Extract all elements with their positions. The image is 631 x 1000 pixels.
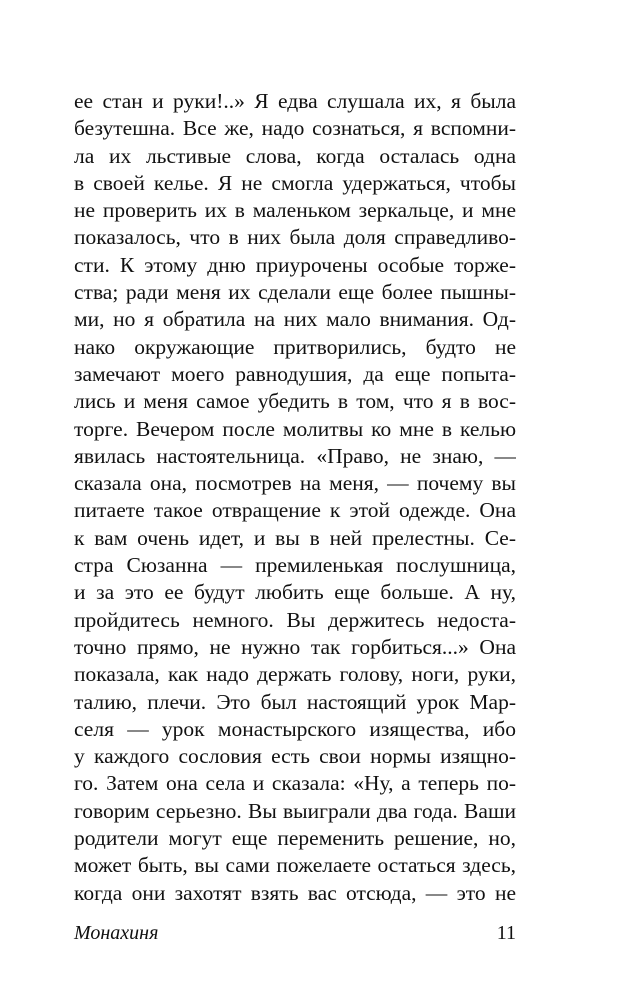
text-line: сти. К этому дню приурочены особые торже- [74,252,516,277]
text-line: может быть, вы сами пожелаете остаться здесь, [74,853,516,878]
text-line: сказала она, посмотрев на меня, — почему вы [74,471,516,496]
text-line: нако окружающие притворились, будто не [74,334,516,359]
text-line: родители могут еще переменить решение, но, [74,826,516,851]
text-line: го. Затем она села и сказала: «Ну, а теперь по- [74,771,516,796]
text-line: лись и меня самое убедить в том, что я в вос- [74,389,516,414]
text-line: в своей келье. Я не смогла удержаться, чтобы [74,170,516,195]
body-text [74,88,516,907]
page-footer [74,920,516,946]
text-line: говорим серьезно. Вы выиграли два года. Ваши [74,798,516,823]
text-line: ства; ради меня их сделали еще более пышны- [74,280,516,305]
text-line: питаете такое отвращение к этой одежде. Она [74,498,516,523]
text-line: ее стан и руки!..» Я едва слушала их, я была [74,89,516,113]
text-line: показалось, что в них была доля справедливо- [74,225,516,250]
page-number: 11 [496,922,516,944]
text-line: стра Сюзанна — премиленькая послушница, [74,553,516,578]
text-line: у каждого сословия есть свои нормы изящно- [74,744,516,769]
text-line: показала, как надо держать голову, ноги, руки, [74,662,516,687]
text-line: ми, но я обратила на них мало внимания. Од- [74,307,516,332]
text-line: точно прямо, не нужно так горбиться...» Она [74,634,516,659]
text-line: не проверить их в маленьком зеркальце, и мне [74,198,516,223]
running-title: Монахиня [74,922,159,944]
text-line: замечают моего равнодушия, да еще попыта- [74,361,516,386]
text-line: пройдитесь немного. Вы держитесь недоста- [74,607,516,632]
text-line: и за это ее будут любить еще больше. А ну, [74,580,516,605]
text-line: торге. Вечером после молитвы ко мне в келью [74,416,516,441]
text-line: явилась настоятельница. «Право, не знаю, — [74,443,516,468]
text-line: селя — урок монастырского изящества, ибо [74,716,516,741]
text-line: талию, плечи. Это был настоящий урок Мар- [74,689,516,714]
text-line: к вам очень идет, и вы в ней прелестны. Се- [74,525,516,550]
text-line: безутешна. Все же, надо сознаться, я вспомни- [74,116,516,141]
text-line: ла их льстивые слова, когда осталась одна [74,143,516,168]
text-line: когда они захотят взять вас отсюда, — это не [74,880,516,905]
